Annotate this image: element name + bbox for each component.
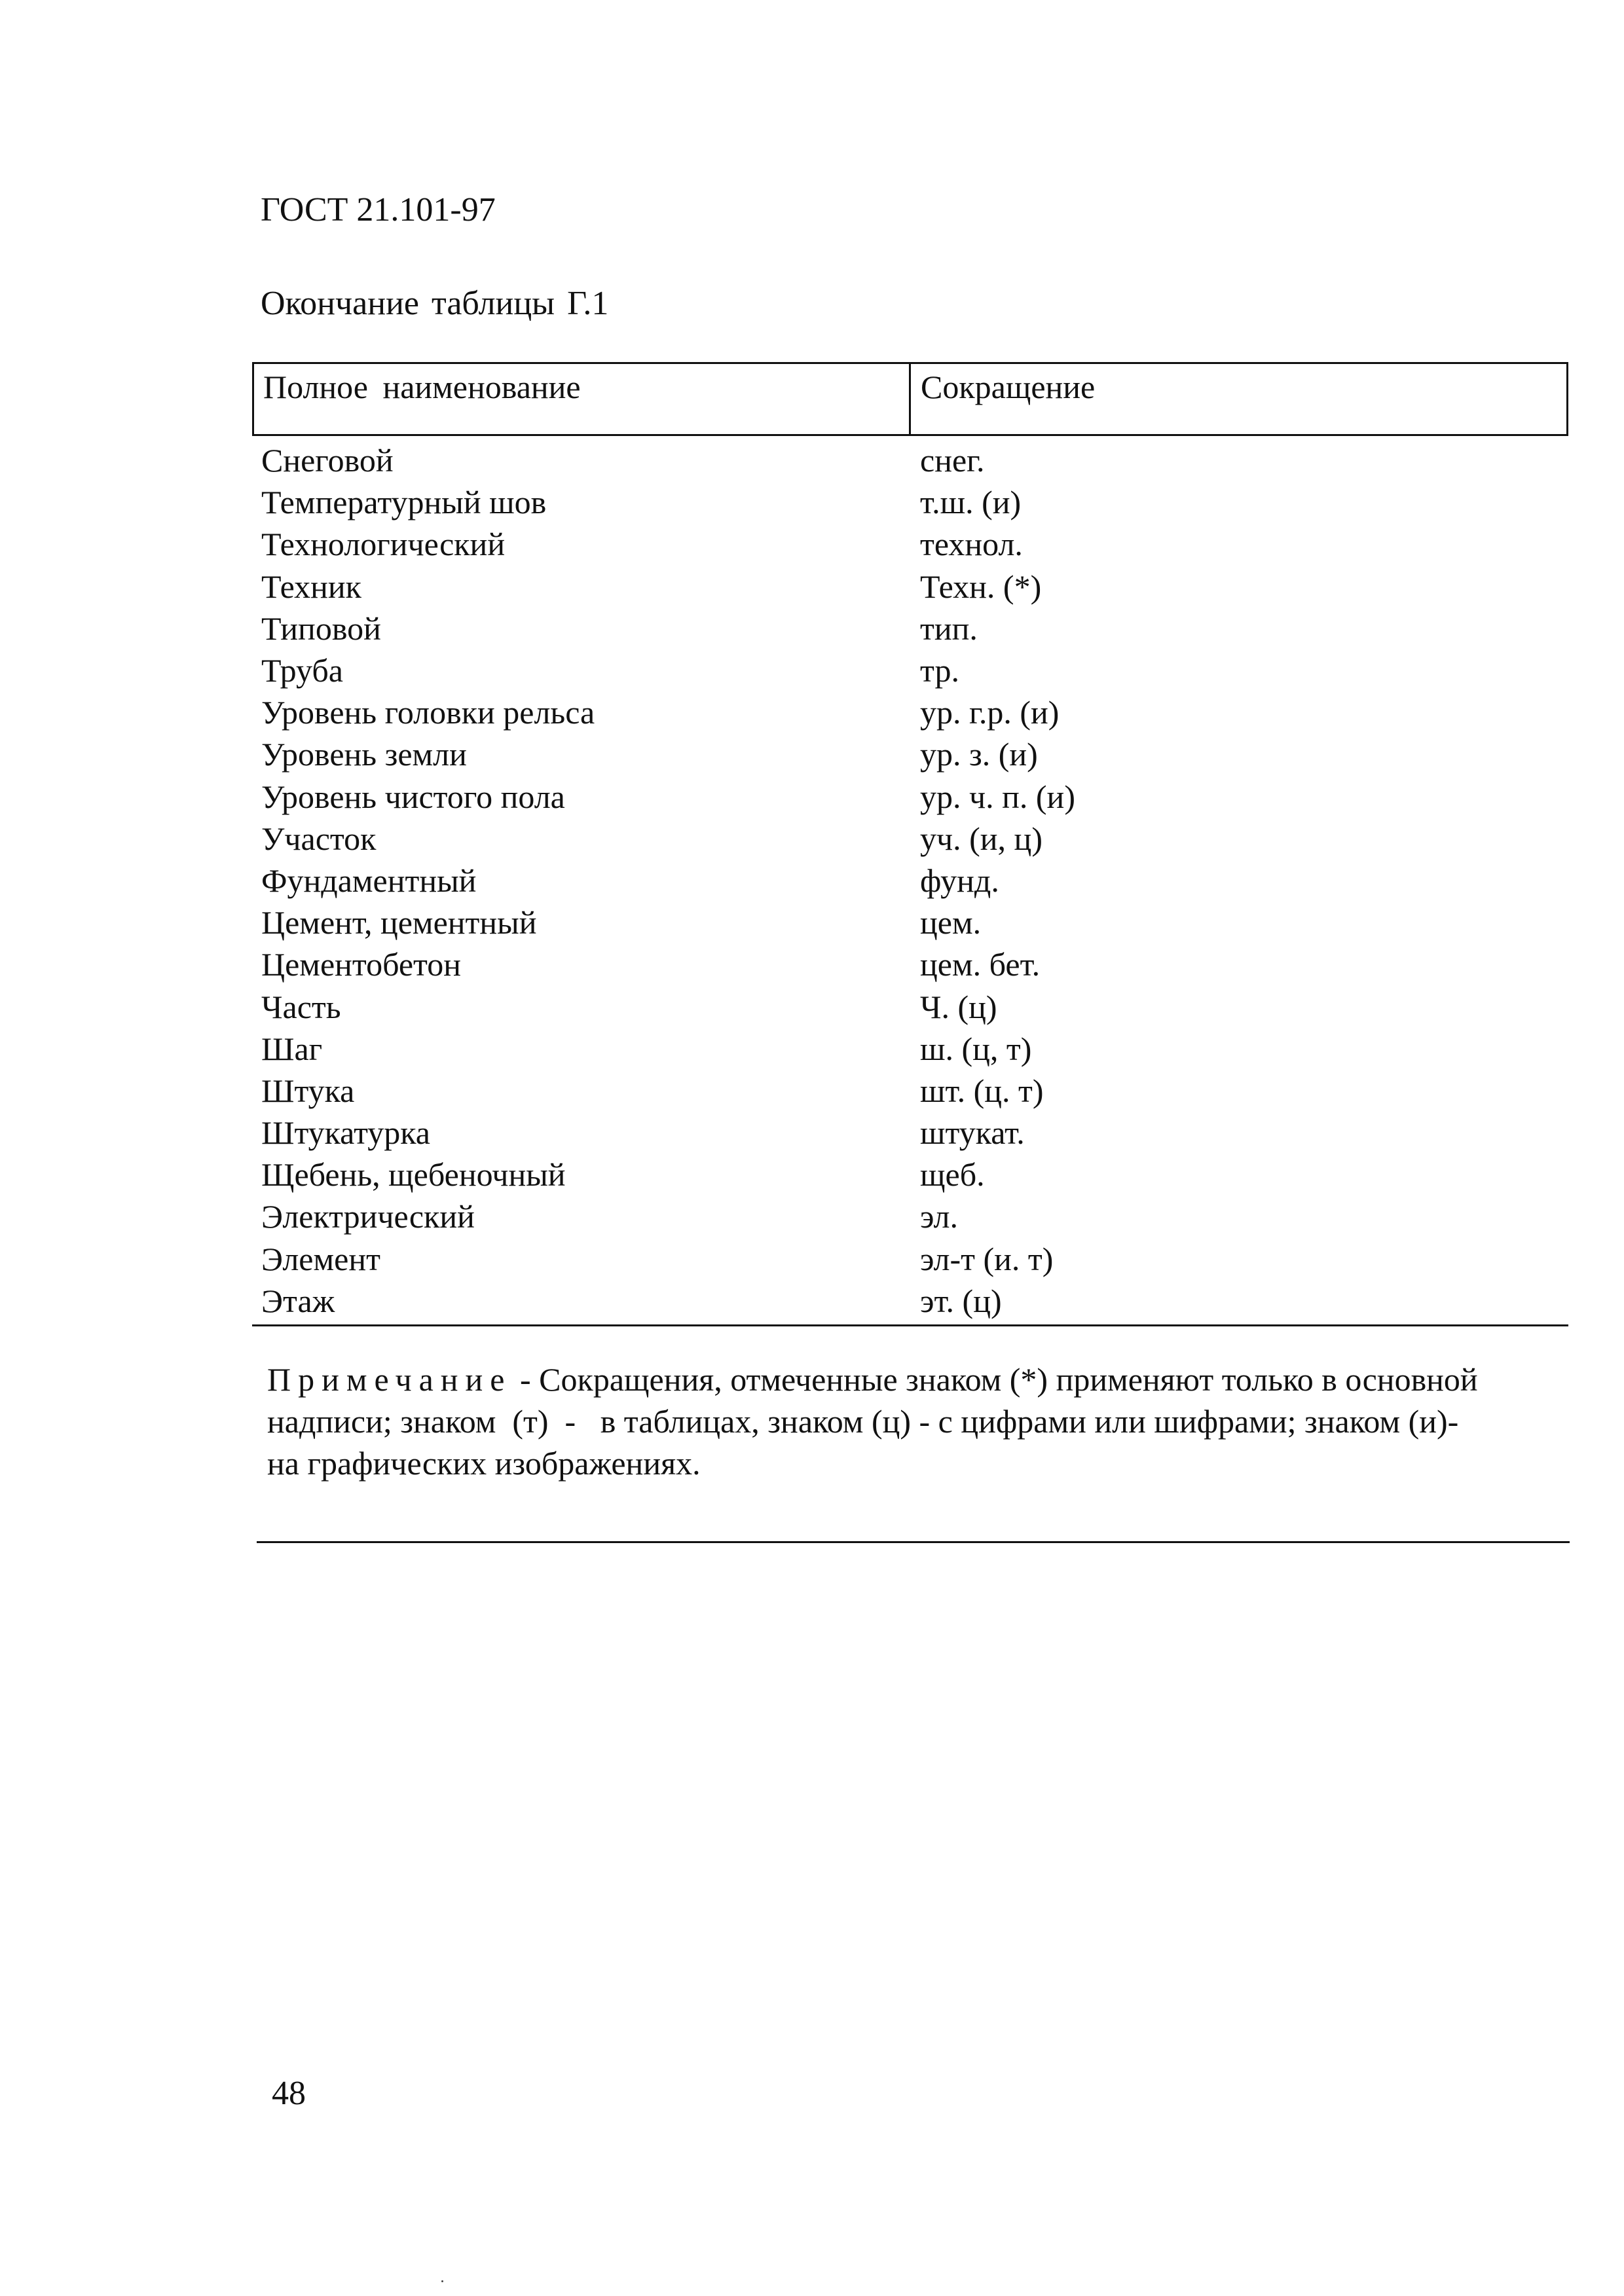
table-row: [252, 566, 1568, 608]
table-note: [267, 1358, 1570, 1484]
table-row: [252, 1195, 1568, 1237]
table-row: [252, 649, 1568, 691]
cell-full-name: Уровень головки рельса: [261, 694, 595, 731]
cell-abbreviation: цем. бет.: [920, 946, 1041, 983]
table-row: [252, 481, 1568, 523]
cell-full-name: Штукатурка: [261, 1114, 430, 1152]
table-row: [252, 1154, 1568, 1195]
abbreviations-table: [252, 362, 1568, 1326]
note-label: Примечание: [267, 1361, 512, 1398]
cell-full-name: Щебень, щебеночный: [261, 1156, 566, 1194]
cell-abbreviation: щеб.: [920, 1156, 985, 1194]
cell-full-name: Элемент: [261, 1240, 380, 1277]
table-row: [252, 1280, 1568, 1322]
cell-abbreviation: эт. (ц): [920, 1282, 1002, 1319]
cell-full-name: Этаж: [261, 1282, 335, 1319]
cell-full-name: Штука: [261, 1072, 355, 1109]
cell-abbreviation: ш. (ц, т): [920, 1030, 1032, 1067]
cell-abbreviation: шт. (ц. т): [920, 1072, 1044, 1109]
cell-abbreviation: технол.: [920, 526, 1023, 563]
page-number: 48: [272, 2075, 306, 2112]
table-row: [252, 860, 1568, 902]
table-row: [252, 943, 1568, 985]
cell-abbreviation: тип.: [920, 610, 978, 647]
table-row: [252, 523, 1568, 565]
note-text-1: Сокращения, отмеченные знаком (*) применяют только в основной: [539, 1361, 1478, 1398]
cell-abbreviation: ур. г.р. (и): [920, 694, 1060, 731]
cell-full-name: Технологический: [261, 526, 506, 563]
cell-full-name: Шаг: [261, 1030, 323, 1067]
table-body: [252, 439, 1568, 1326]
cell-full-name: Техник: [261, 568, 361, 605]
cell-abbreviation: штукат.: [920, 1114, 1025, 1152]
cell-full-name: Часть: [261, 988, 341, 1025]
cell-abbreviation: цем.: [920, 904, 982, 941]
header-abbreviation: Сокращение: [921, 369, 1096, 405]
cell-abbreviation: фунд.: [920, 862, 999, 899]
table-row: [252, 608, 1568, 649]
cell-abbreviation: ур. ч. п. (и): [920, 778, 1075, 815]
table-row: [252, 902, 1568, 943]
note-separator: -: [511, 1361, 540, 1398]
cell-full-name: Цементобетон: [261, 946, 462, 983]
table-row: [252, 985, 1568, 1027]
table-row: [252, 733, 1568, 775]
cell-abbreviation: т.ш. (и): [920, 484, 1022, 521]
cell-full-name: Цемент, цементный: [261, 904, 537, 941]
cell-full-name: Участок: [261, 820, 377, 857]
header-full-name: Полное наименование: [254, 364, 911, 434]
cell-abbreviation: эл.: [920, 1198, 959, 1235]
cell-full-name: Температурный шов: [261, 484, 547, 521]
table-row: [252, 1028, 1568, 1070]
table-row: [252, 691, 1568, 733]
table-row: [252, 1112, 1568, 1154]
cell-full-name: Уровень земли: [261, 736, 467, 773]
cell-abbreviation: Техн. (*): [920, 568, 1042, 605]
table-header-row: [252, 362, 1568, 436]
cell-abbreviation: эл-т (и. т): [920, 1240, 1054, 1277]
table-row: [252, 1070, 1568, 1112]
scan-speck: [441, 2280, 443, 2282]
cell-abbreviation: ур. з. (и): [920, 736, 1038, 773]
document-code: ГОСТ 21.101-97: [261, 191, 496, 228]
cell-full-name: Фундаментный: [261, 862, 477, 899]
cell-abbreviation: снег.: [920, 442, 985, 479]
note-line-2: надписи; знаком (т) - в таблицах, знаком (ц) - с цифрами или шифрами; знаком (и)-: [267, 1403, 1459, 1440]
table-row: [252, 818, 1568, 860]
table-caption: Окончание таблицы Г.1: [261, 285, 609, 322]
cell-abbreviation: Ч. (ц): [920, 988, 997, 1025]
table-row: [252, 439, 1568, 481]
cell-full-name: Электрический: [261, 1198, 475, 1235]
cell-abbreviation: тр.: [920, 652, 959, 689]
note-line-3: на графических изображениях.: [267, 1445, 701, 1482]
cell-full-name: Типовой: [261, 610, 381, 647]
table-row: [252, 776, 1568, 818]
cell-full-name: Уровень чистого пола: [261, 778, 565, 815]
table-row: [252, 1238, 1568, 1280]
cell-full-name: Снеговой: [261, 442, 394, 479]
cell-abbreviation: уч. (и, ц): [920, 820, 1043, 857]
bottom-rule: [257, 1541, 1570, 1543]
note-line-1: [267, 1358, 1570, 1400]
cell-full-name: Труба: [261, 652, 343, 689]
